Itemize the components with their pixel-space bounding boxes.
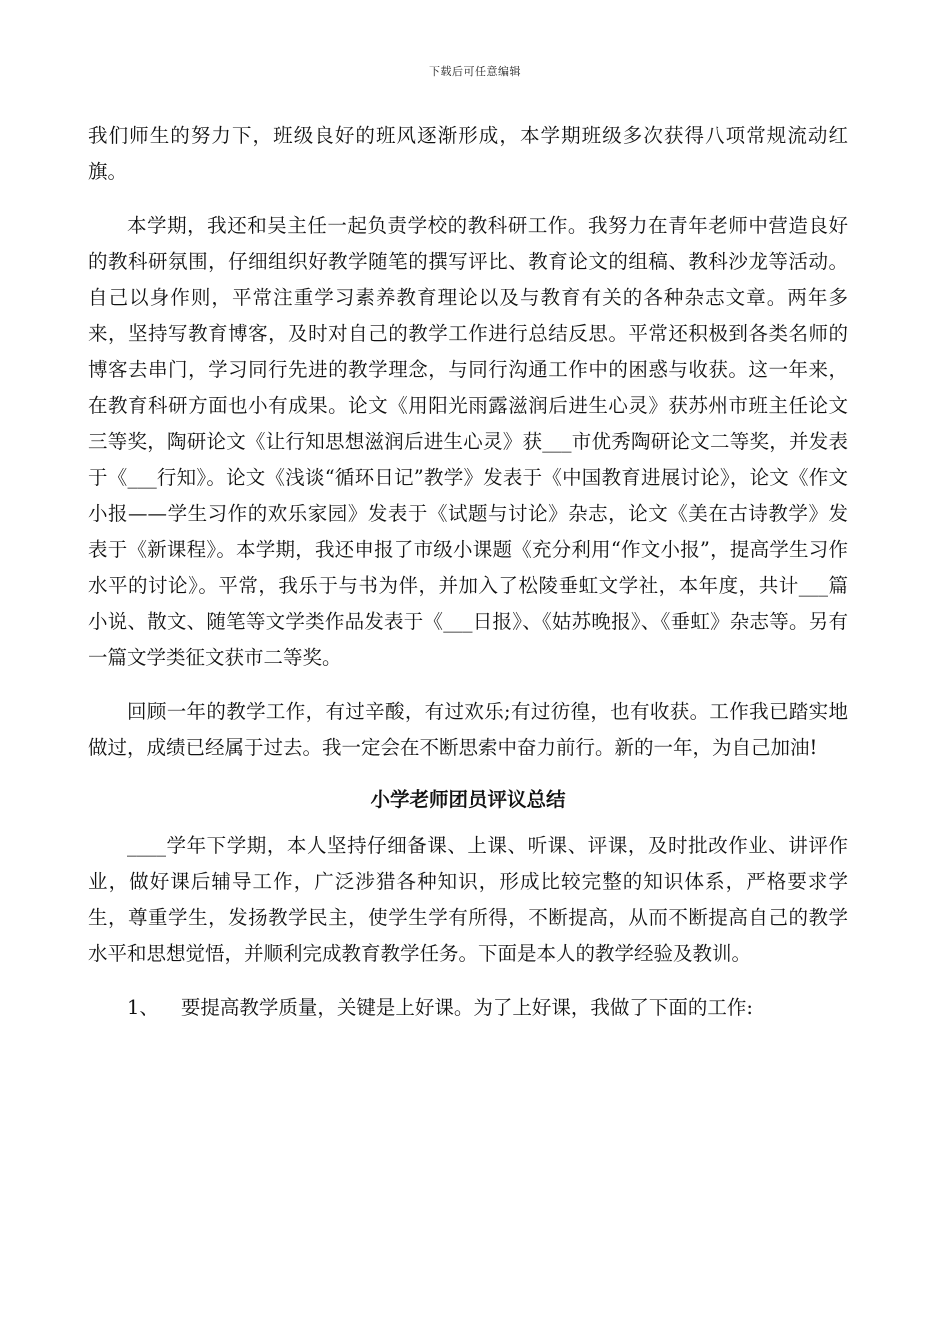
header-note: 下载后可任意编辑 [429, 65, 521, 78]
paragraph-review: 回顾一年的教学工作，有过辛酸，有过欢乐;有过彷徨，也有收获。工作我已踏实地做过，成绩已经属于过去。我一定会在不断思索中奋力前行。新的一年，为自己加油! [88, 700, 848, 759]
paragraph-class-style: 我们师生的努力下，班级良好的班风逐渐形成，本学期班级多次获得八项常规流动红旗。 [88, 124, 848, 183]
section-title: 小学老师团员评议总结 [370, 788, 566, 811]
document-body [88, 118, 848, 1026]
list-item [88, 990, 848, 1026]
paragraph-research-work: 本学期，我还和吴主任一起负责学校的教科研工作。我努力在青年老师中营造良好的教科研氛围，仔细组织好教学随笔的撰写评比、教育论文的组稿、教科沙龙等活动。自己以身作则，平常注重学习素养教育理论以及与教育有关的各种杂志文章。两年多来，坚持写教育博客，及时对自己的教学工作进行总结反思。平常还积极到各类名师的博客去串门，学习同行先进的教学理念，与同行沟通工作中的困惑与收获。这一年来，在教育科研方面也小有成果。论文《用阳光雨露滋润后进生心灵》获苏州市班主任论文三等奖，陶研论文《让行知思想滋润后进生心灵》获___市优秀陶研论文二等奖，并发表于《___行知》。论文《浅谈“循环日记”教学》发表于《中国教育进展讨论》，论文《作文小报——学生习作的欢乐家园》发表于《试题与讨论》杂志，论文《美在古诗教学》发表于《新课程》。本学期，我还申报了市级小课题《充分利用“作文小报”，提高学生习作水平的讨论》。平常，我乐于与书为伴，并加入了松陵垂虹文学社，本年度，共计___篇小说、散文、随笔等文学类作品发表于《___日报》、《姑苏晚报》、《垂虹》杂志等。另有一篇文学类征文获市二等奖。 [88, 214, 848, 669]
paragraph-section-intro: ____学年下学期，本人坚持仔细备课、上课、听课、评课，及时批改作业、讲评作业，做好课后辅导工作，广泛涉猎各种知识，形成比较完整的知识体系，严格要求学生，尊重学生，发扬教学民主，使学生学有所得，不断提高，从而不断提高自己的教学水平和思想觉悟，并顺利完成教育教学任务。下面是本人的教学经验及教训。 [88, 834, 848, 965]
list-item-text: 要提高教学质量，关键是上好课。为了上好课，我做了下面的工作: [180, 996, 753, 1019]
list-item-number: 1、 [127, 996, 159, 1019]
